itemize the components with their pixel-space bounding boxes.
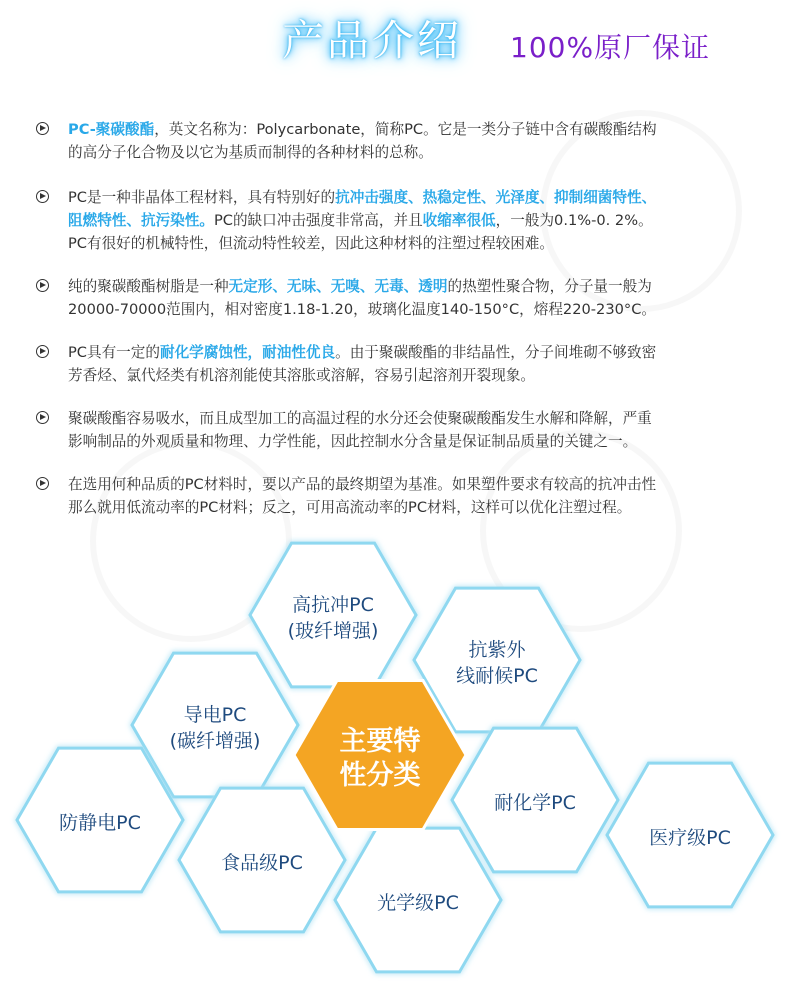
hex-high-impact-label: (玻纤增强)	[287, 620, 379, 643]
body-text: 那么就用低流动率的PC材料；反之，可用高流动率的PC材料，这样可以优化注塑过程。	[68, 499, 632, 516]
body-text: 的热塑性聚合物，分子量一般为	[447, 278, 652, 295]
play-bullet-icon	[36, 411, 49, 424]
hex-conductive-label: 导电PC	[183, 704, 247, 727]
paragraph-line	[68, 364, 766, 387]
body-text: ，英文名称为：Polycarbonate，简称PC。它是一类分子链中含有碳酸酯结构	[154, 121, 657, 138]
paragraph-item	[36, 341, 766, 387]
paragraph-line	[68, 298, 766, 321]
body-text: 。由于聚碳酸酯的非结晶性，分子间堆砌不够致密	[335, 344, 657, 361]
highlight-text: 阻燃特性、抗污染性。	[68, 212, 214, 229]
highlight-text: 耐化学腐蚀性，耐油性优良	[159, 344, 336, 361]
paragraph-line	[68, 186, 766, 209]
page-title: 产品介绍	[282, 16, 463, 65]
body-text: PC的缺口冲击强度非常高，并且	[213, 212, 423, 229]
body-text: PC是一种非晶体工程材料，具有特别好的	[68, 189, 336, 206]
play-bullet-icon	[36, 190, 49, 203]
highlight-text: PC-聚碳酸酯	[68, 121, 155, 138]
highlight-text: 无定形、无味、无嗅、无毒、透明	[228, 278, 448, 295]
paragraph-line	[68, 209, 766, 232]
body-text: 纯的聚碳酸酯树脂是一种	[68, 278, 229, 295]
play-bullet-icon	[36, 122, 49, 135]
hex-conductive-label: (碳纤增强)	[169, 730, 261, 753]
hex-medical-grade-label: 医疗级PC	[649, 827, 731, 850]
hex-uv-resistant-label: 抗紫外	[468, 639, 526, 662]
paragraph-line	[68, 275, 766, 298]
play-bullet-icon	[36, 477, 49, 490]
hex-center-label: 性分类	[339, 759, 421, 791]
hex-center-label: 主要特	[339, 725, 421, 757]
paragraph-item	[36, 186, 766, 255]
hex-uv-resistant-label: 线耐候PC	[456, 665, 538, 688]
highlight-text: 抗冲击强度、热稳定性、光泽度、抑制细菌特性、	[335, 189, 657, 206]
hex-chemical-resistant-label: 耐化学PC	[494, 792, 576, 815]
body-text: PC有很好的机械特性，但流动特性较差，因此这种材料的注塑过程较困难。	[68, 235, 554, 252]
paragraph-item	[36, 407, 766, 453]
category-hex-diagram	[0, 530, 800, 1000]
play-bullet-icon	[36, 279, 49, 292]
play-bullet-icon	[36, 345, 49, 358]
body-text: 的高分子化合物及以它为基质而制得的各种材料的总称。	[68, 144, 433, 161]
body-text: 影响制品的外观质量和物理、力学性能，因此控制水分含量是保证制品质量的关键之一。	[68, 433, 638, 450]
page-subtitle: 100%原厂保证	[510, 31, 711, 64]
body-text: PC具有一定的	[68, 344, 160, 361]
body-text: 在选用何种品质的PC材料时，要以产品的最终期望为基准。如果塑件要求有较高的抗冲击性	[68, 476, 657, 493]
paragraph-item	[36, 473, 766, 519]
hex-food-grade-label: 食品级PC	[221, 852, 303, 875]
paragraph-line	[68, 232, 766, 255]
paragraph-item	[36, 118, 766, 164]
body-text: ，一般为0.1%-0. 2%。	[495, 212, 653, 229]
paragraph-list	[36, 118, 766, 539]
body-text: 芳香烃、氯代烃类有机溶剂能使其溶胀或溶解，容易引起溶剂开裂现象。	[68, 367, 536, 384]
highlight-text: 收缩率很低	[422, 212, 496, 229]
paragraph-line	[68, 473, 766, 496]
paragraph-item	[36, 275, 766, 321]
body-text: 聚碳酸酯容易吸水，而且成型加工的高温过程的水分还会使聚碳酸酯发生水解和降解，严重	[68, 410, 652, 427]
paragraph-line	[68, 496, 766, 519]
paragraph-line	[68, 141, 766, 164]
hex-high-impact-label: 高抗冲PC	[292, 594, 374, 617]
paragraph-line	[68, 341, 766, 364]
hex-antistatic-label: 防静电PC	[59, 812, 141, 835]
paragraph-line	[68, 407, 766, 430]
body-text: 20000-70000范围内，相对密度1.18-1.20，玻璃化温度140-150°C，熔程220-230°C。	[68, 301, 656, 318]
paragraph-line	[68, 430, 766, 453]
hex-optical-grade-label: 光学级PC	[377, 892, 459, 915]
paragraph-line	[68, 118, 766, 141]
header-banner	[0, 0, 800, 80]
